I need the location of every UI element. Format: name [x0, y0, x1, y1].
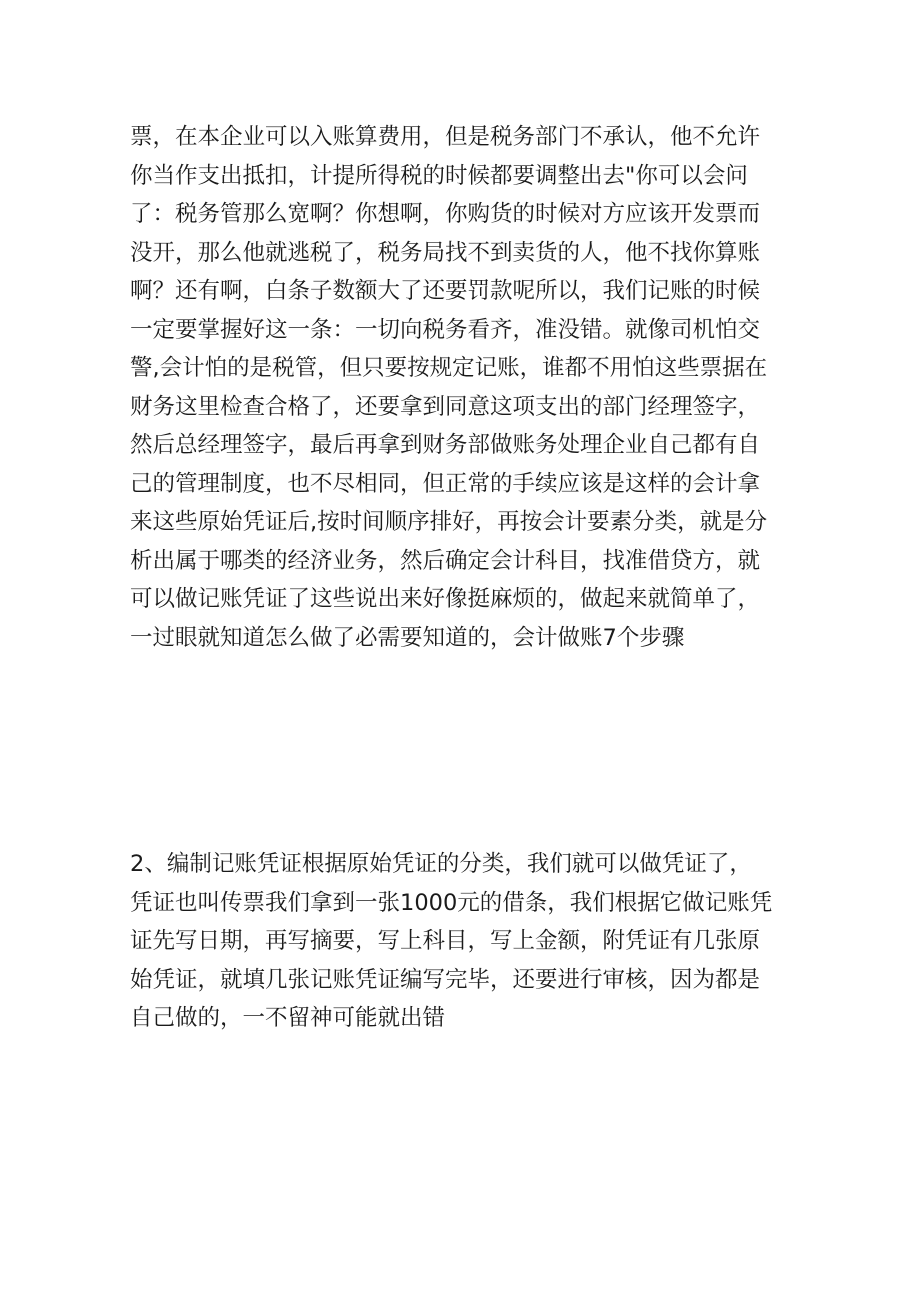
- text-line: 你当作支出抵扣，计提所得税的时候都要调整出去"你可以会问: [130, 162, 748, 189]
- text-line: 了：税务管那么宽啊？你想啊，你购货的时候对方应该开发票而: [130, 201, 761, 227]
- text-line: 财务这里检查合格了，还要拿到同意这项支出的部门经理签字，: [130, 393, 761, 420]
- text-line: 证先写日期，再写摘要，写上科目，写上金额，附凭证有几张原: [130, 928, 761, 954]
- text-line: 啊？还有啊，白条子数额大了还要罚款呢所以，我们记账的时候: [130, 278, 761, 304]
- text-line: 自己做的，一不留神可能就出错: [130, 1005, 446, 1031]
- text-line: 一过眼就知道怎么做了必需要知道的，会计做账7个步骤: [130, 624, 685, 651]
- text-line: 己的管理制度，也不尽相同，但正常的手续应该是这样的会计拿: [130, 470, 761, 497]
- text-line: 始凭证，就填几张记账凭证编写完毕，还要进行审核，因为都是: [130, 966, 761, 993]
- text-line: 警,会计怕的是税管，但只要按规定记账，谁都不用怕这些票据在: [130, 355, 768, 381]
- text-line: 没开，那么他就逃税了，税务局找不到卖货的人，他不找你算账: [130, 239, 761, 266]
- text-line: 来这些原始凭证后,按时间顺序排好，再按会计要素分类，就是分: [130, 509, 768, 535]
- text-line: 一定要掌握好这一条：一切向税务看齐，准没错。就像司机怕交: [130, 316, 761, 343]
- paragraph-step-2-vouchers: [130, 845, 790, 1038]
- paragraph-accounting-rules: [130, 118, 790, 657]
- text-line: 2、编制记账凭证根据原始凭证的分类，我们就可以做凭证了，: [130, 851, 752, 877]
- text-line: 票，在本企业可以入账算费用，但是税务部门不承认，他不允许: [130, 124, 761, 150]
- text-line: 析出属于哪类的经济业务，然后确定会计科目，找准借贷方，就: [130, 547, 761, 574]
- text-line: 凭证也叫传票我们拿到一张1000元的借条，我们根据它做记账凭: [130, 889, 773, 916]
- text-line: 可以做记账凭证了这些说出来好像挺麻烦的，做起来就简单了，: [130, 586, 761, 612]
- text-line: 然后总经理签字，最后再拿到财务部做账务处理企业自己都有自: [130, 432, 761, 458]
